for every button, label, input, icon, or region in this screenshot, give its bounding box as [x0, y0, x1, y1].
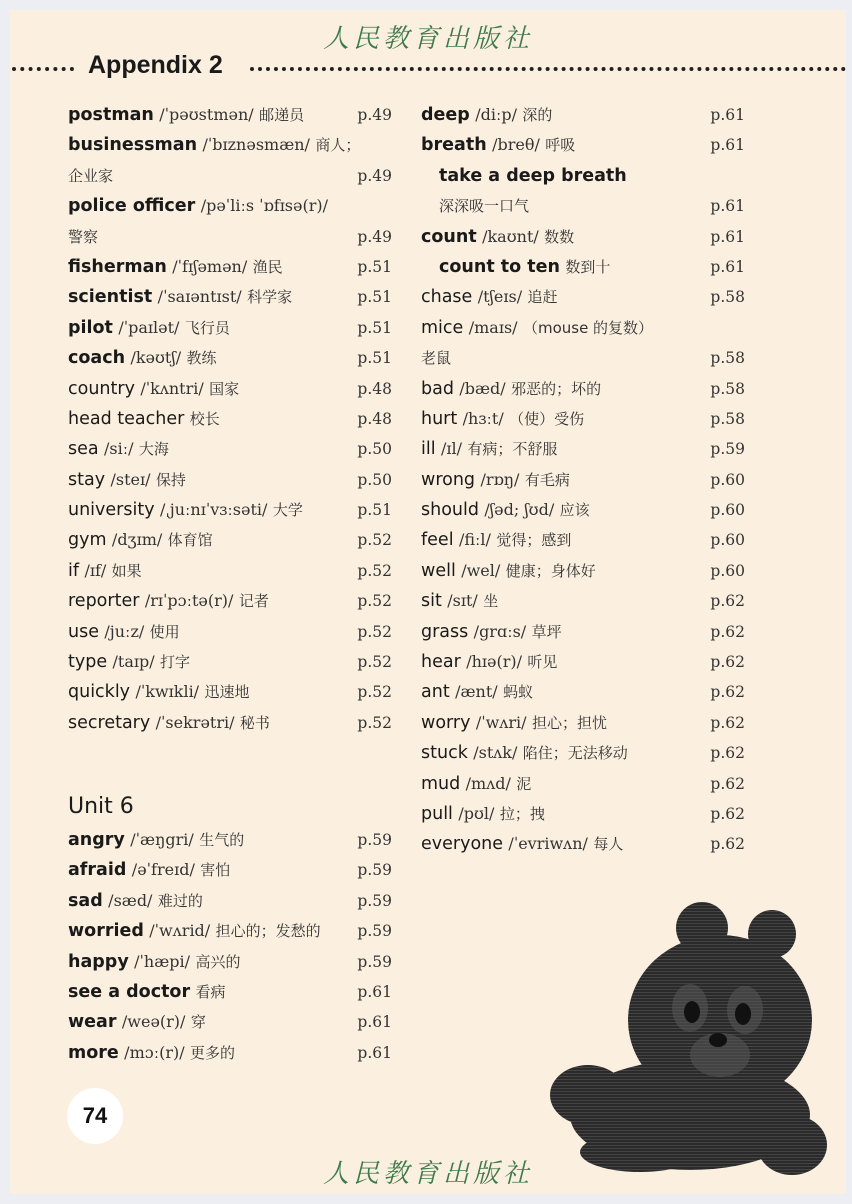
vocab-phonetic: /ɪl/	[441, 439, 463, 459]
dotted-rule-left	[12, 67, 74, 71]
vocab-meaning: 有毛病	[524, 470, 570, 489]
vocab-page-ref: p.59	[357, 922, 392, 941]
vocab-word: chase	[421, 287, 473, 308]
vocab-entry	[68, 100, 392, 130]
vocab-phonetic: /breθ/	[492, 135, 540, 155]
vocab-word: gym	[68, 530, 107, 551]
vocab-meaning: 使用	[149, 622, 180, 641]
vocab-page-ref: p.58	[710, 379, 745, 398]
vocab-phonetic: /fiːl/	[458, 530, 491, 550]
vocab-word: if	[68, 560, 80, 581]
textbook-page	[10, 10, 846, 1194]
vocab-entry	[68, 647, 392, 677]
vocab-word: police officer	[68, 196, 196, 217]
vocab-entry	[421, 313, 745, 343]
vocab-column-unit6	[68, 825, 392, 1068]
vocab-entry	[68, 495, 392, 525]
vocab-page-ref: p.61	[357, 982, 392, 1001]
vocab-word: fisherman	[68, 256, 167, 277]
vocab-phonetic: /ˈfɪʃəmən/	[172, 256, 248, 276]
vocab-phonetic: /əˈfreɪd/	[131, 860, 195, 880]
vocab-entry	[68, 886, 392, 916]
vocab-entry	[68, 161, 392, 191]
vocab-word: reporter	[68, 591, 140, 612]
vocab-page-ref: p.51	[357, 318, 392, 337]
vocab-word: deep	[421, 105, 470, 125]
vocab-word: sea	[68, 439, 99, 460]
vocab-entry	[68, 465, 392, 495]
vocab-word: quickly	[68, 682, 131, 703]
vocab-meaning: 如果	[111, 561, 142, 580]
vocab-entry	[68, 313, 392, 343]
vocab-entry	[421, 252, 745, 282]
vocab-word: worry	[421, 712, 471, 733]
vocab-entry	[68, 434, 392, 464]
mouse-illustration	[540, 890, 830, 1180]
vocab-entry	[68, 586, 392, 616]
vocab-phonetic: /ˈpəʊstmən/	[159, 105, 254, 124]
vocab-entry	[68, 252, 392, 282]
vocab-entry	[421, 222, 745, 252]
vocab-meaning: 泥	[516, 774, 532, 793]
vocab-phonetic: /ˈkwɪkli/	[135, 682, 200, 702]
vocab-entry	[421, 282, 745, 312]
vocab-meaning: 大学	[272, 501, 303, 520]
vocab-phonetic: /ɪf/	[84, 560, 107, 580]
vocab-entry	[68, 130, 392, 160]
vocab-meaning: 生气的	[199, 831, 245, 849]
vocab-phonetic: /rɒŋ/	[480, 469, 520, 489]
vocab-phonetic: /mʌd/	[465, 773, 511, 793]
vocab-meaning: 警察	[68, 227, 99, 246]
vocab-page-ref: p.52	[357, 653, 392, 672]
vocab-page-ref: p.50	[357, 440, 392, 459]
vocab-meaning: 陷住；无法移动	[522, 744, 628, 763]
vocab-entry	[421, 130, 745, 160]
vocab-page-ref: p.52	[357, 561, 392, 580]
vocab-word: count	[421, 226, 477, 247]
vocab-entry	[421, 586, 745, 616]
vocab-meaning: 蚂蚁	[503, 683, 534, 702]
vocab-meaning: 记者	[238, 592, 269, 611]
vocab-meaning: 企业家	[68, 166, 114, 185]
vocab-meaning: 应该	[559, 501, 590, 520]
vocab-entry	[421, 465, 745, 495]
vocab-phonetic: /grɑːs/	[473, 621, 527, 641]
vocab-word: more	[68, 1042, 119, 1063]
vocab-word: pilot	[68, 317, 113, 338]
vocab-meaning: 每人	[593, 835, 624, 854]
vocab-word: breath	[421, 135, 487, 156]
vocab-word: ant	[421, 682, 450, 703]
vocab-entry	[421, 799, 745, 829]
vocab-phonetic: /pʊl/	[458, 803, 495, 823]
vocab-entry	[421, 556, 745, 586]
vocab-word: country	[68, 378, 135, 399]
vocab-entry	[421, 495, 745, 525]
vocab-entry	[68, 1007, 392, 1037]
vocab-page-ref: p.52	[357, 622, 392, 641]
vocab-meaning: 体育馆	[167, 531, 213, 550]
vocab-phonetic: /tʃeɪs/	[477, 287, 523, 307]
vocab-word: ill	[421, 439, 436, 460]
vocab-entry	[68, 977, 392, 1007]
vocab-entry	[68, 617, 392, 647]
vocab-page-ref: p.60	[710, 531, 745, 550]
vocab-meaning: 呼吸	[545, 136, 576, 155]
vocab-page-ref: p.51	[357, 349, 392, 368]
vocab-entry	[68, 855, 392, 885]
vocab-phonetic: /ˈkʌntri/	[140, 378, 204, 398]
vocab-meaning: 更多的	[190, 1043, 236, 1062]
vocab-word: coach	[68, 348, 126, 369]
vocab-meaning: 健康；身体好	[505, 561, 596, 580]
vocab-meaning: 坐	[483, 592, 499, 611]
vocab-meaning: 迅速地	[204, 683, 250, 702]
vocab-meaning: 穿	[190, 1013, 206, 1032]
vocab-entry	[421, 374, 745, 404]
vocab-page-ref: p.59	[357, 952, 392, 971]
vocab-meaning: 深深吸一口气	[439, 197, 530, 216]
vocab-entry	[68, 677, 392, 707]
vocab-word: businessman	[68, 135, 198, 156]
vocab-meaning: 邮递员	[259, 106, 305, 124]
vocab-page-ref: p.61	[357, 1043, 392, 1062]
vocab-phonetic: /diːp/	[475, 105, 517, 124]
vocab-page-ref: p.51	[357, 501, 392, 520]
vocab-phonetic: /ænt/	[455, 682, 498, 702]
vocab-phonetic: /maɪs/	[468, 317, 518, 337]
vocab-phonetic: /sɪt/	[447, 591, 478, 611]
vocab-entry	[421, 647, 745, 677]
vocab-meaning: 数数	[544, 227, 575, 246]
vocab-phonetic: /ˈevriwʌn/	[508, 834, 588, 854]
vocab-phonetic: /ˈwʌrid/	[149, 921, 211, 941]
vocab-page-ref: p.61	[357, 1013, 392, 1032]
vocab-meaning: 追赶	[527, 288, 558, 307]
vocab-word: stuck	[421, 743, 468, 764]
vocab-meaning: 觉得；感到	[496, 531, 572, 550]
vocab-phonetic: /sæd/	[108, 890, 153, 910]
vocab-page-ref: p.61	[710, 257, 745, 276]
vocab-meaning: 校长	[189, 409, 220, 428]
vocab-page-ref: p.51	[357, 257, 392, 276]
vocab-page-ref: p.60	[710, 470, 745, 489]
vocab-page-ref: p.62	[710, 713, 745, 732]
vocab-word: use	[68, 621, 99, 642]
vocab-phonetic: /rɪˈpɔːtə(r)/	[144, 591, 234, 611]
vocab-entry	[68, 222, 392, 252]
vocab-phonetic: /pəˈliːs ˈɒfɪsə(r)/	[200, 196, 329, 216]
vocab-page-ref: p.58	[710, 288, 745, 307]
vocab-entry	[68, 825, 392, 855]
vocab-phonetic: /wel/	[461, 560, 501, 580]
vocab-meaning: 飞行员	[184, 318, 230, 337]
vocab-meaning: 数到十	[565, 257, 611, 276]
vocab-page-ref: p.62	[710, 804, 745, 823]
vocab-word: head teacher	[68, 408, 185, 429]
vocab-word: see a doctor	[68, 981, 191, 1002]
dotted-rule-right	[250, 67, 846, 71]
vocab-word: hear	[421, 652, 461, 673]
vocab-page-ref: p.59	[357, 831, 392, 849]
vocab-word: mice	[421, 317, 464, 338]
vocab-phonetic: /hɜːt/	[462, 408, 504, 428]
vocab-phonetic: /ˈwʌri/	[475, 712, 527, 732]
vocab-meaning: 邪恶的；坏的	[511, 379, 602, 398]
vocab-entry	[68, 1038, 392, 1068]
vocab-word: bad	[421, 378, 454, 399]
vocab-phonetic: /stʌk/	[473, 743, 518, 763]
vocab-phonetic: /steɪ/	[110, 469, 151, 489]
vocab-meaning: 科学家	[247, 288, 293, 307]
vocab-page-ref: p.49	[357, 227, 392, 246]
vocab-page-ref: p.62	[710, 622, 745, 641]
vocab-entry	[68, 191, 392, 221]
vocab-page-ref: p.60	[710, 501, 745, 520]
vocab-word: worried	[68, 921, 144, 942]
vocab-word: should	[421, 500, 479, 521]
vocab-page-ref: p.50	[357, 470, 392, 489]
vocab-page-ref: p.52	[357, 531, 392, 550]
vocab-entry	[421, 829, 745, 859]
vocab-word: hurt	[421, 408, 458, 429]
vocab-word: sad	[68, 890, 103, 911]
vocab-word: wrong	[421, 469, 476, 490]
vocab-meaning: 高兴的	[195, 952, 241, 971]
vocab-page-ref: p.48	[357, 379, 392, 398]
vocab-entry	[421, 100, 745, 130]
vocab-page-ref: p.61	[710, 106, 745, 124]
vocab-meaning: （mouse 的复数）	[522, 318, 654, 337]
vocab-column-left	[68, 100, 392, 738]
vocab-phonetic: /siː/	[104, 439, 134, 459]
vocab-word: happy	[68, 951, 129, 972]
appendix-header	[10, 51, 846, 85]
vocab-entry	[68, 374, 392, 404]
vocab-page-ref: p.62	[710, 744, 745, 763]
vocab-entry	[421, 343, 745, 373]
vocab-meaning: 打字	[160, 653, 191, 672]
vocab-page-ref: p.51	[357, 288, 392, 307]
vocab-meaning: 有病；不舒服	[467, 440, 558, 459]
vocab-meaning: 教练	[186, 349, 217, 368]
page-number: 74	[67, 1088, 123, 1144]
vocab-word: take a deep breath	[439, 165, 627, 186]
vocab-word: stay	[68, 469, 106, 490]
vocab-entry	[421, 617, 745, 647]
vocab-word: afraid	[68, 860, 127, 881]
vocab-word: secretary	[68, 712, 151, 733]
vocab-page-ref: p.52	[357, 592, 392, 611]
vocab-word: angry	[68, 830, 125, 850]
vocab-word: wear	[68, 1012, 117, 1033]
vocab-column-right	[421, 100, 745, 860]
vocab-word: count to ten	[439, 256, 560, 277]
vocab-word: postman	[68, 105, 154, 125]
vocab-phonetic: /bæd/	[459, 378, 506, 398]
vocab-phonetic: /ˈbɪznəsmæn/	[202, 135, 310, 155]
vocab-meaning: 看病	[195, 982, 226, 1001]
vocab-meaning: 担心；担忧	[531, 713, 607, 732]
vocab-entry	[68, 916, 392, 946]
vocab-meaning: （使）受伤	[509, 409, 585, 428]
vocab-entry	[68, 343, 392, 373]
vocab-entry	[421, 191, 745, 221]
vocab-meaning: 秘书	[239, 713, 270, 732]
vocab-meaning: 深的	[522, 106, 553, 124]
vocab-word: grass	[421, 621, 469, 642]
vocab-page-ref: p.62	[710, 683, 745, 702]
vocab-page-ref: p.58	[710, 349, 745, 368]
vocab-word: everyone	[421, 834, 504, 855]
vocab-phonetic: /weə(r)/	[121, 1012, 186, 1032]
vocab-meaning: 商人；	[315, 136, 361, 155]
vocab-page-ref: p.58	[710, 409, 745, 428]
vocab-phonetic: /ˈæŋgri/	[130, 830, 194, 849]
vocab-phonetic: /hɪə(r)/	[466, 652, 522, 672]
vocab-page-ref: p.52	[357, 683, 392, 702]
vocab-entry	[421, 434, 745, 464]
vocab-page-ref: p.49	[357, 106, 392, 124]
vocab-phonetic: /ʃəd; ʃʊd/	[484, 500, 555, 520]
vocab-word: mud	[421, 773, 461, 794]
vocab-word: well	[421, 560, 456, 581]
vocab-meaning: 害怕	[200, 861, 231, 880]
vocab-meaning: 听见	[527, 653, 558, 672]
vocab-meaning: 难过的	[157, 891, 203, 910]
publisher-logo-top: 人民教育出版社	[322, 24, 533, 54]
vocab-entry	[421, 769, 745, 799]
vocab-entry	[421, 525, 745, 555]
vocab-word: type	[68, 652, 108, 673]
appendix-title: Appendix 2	[88, 51, 223, 79]
vocab-word: university	[68, 500, 155, 521]
vocab-page-ref: p.52	[357, 713, 392, 732]
vocab-phonetic: /ˌjuːnɪˈvɜːsəti/	[159, 500, 268, 520]
vocab-meaning: 渔民	[252, 257, 283, 276]
vocab-phonetic: /taɪp/	[112, 652, 155, 672]
vocab-page-ref: p.62	[710, 774, 745, 793]
vocab-page-ref: p.59	[710, 440, 745, 459]
vocab-page-ref: p.48	[357, 409, 392, 428]
vocab-phonetic: /ˈhæpi/	[134, 951, 191, 971]
publisher-logo-bottom: 人民教育出版社	[322, 1159, 533, 1189]
vocab-word: feel	[421, 530, 454, 551]
vocab-entry	[421, 677, 745, 707]
vocab-word: scientist	[68, 287, 153, 308]
vocab-meaning: 担心的；发愁的	[215, 922, 321, 941]
vocab-entry	[421, 708, 745, 738]
vocab-entry	[68, 282, 392, 312]
vocab-page-ref: p.60	[710, 561, 745, 580]
vocab-meaning: 草坪	[531, 622, 562, 641]
vocab-phonetic: /kəʊtʃ/	[130, 348, 182, 368]
vocab-meaning: 老鼠	[421, 349, 452, 368]
vocab-entry	[68, 525, 392, 555]
vocab-meaning: 国家	[209, 379, 240, 398]
vocab-page-ref: p.61	[710, 227, 745, 246]
vocab-entry	[68, 708, 392, 738]
vocab-page-ref: p.62	[710, 653, 745, 672]
vocab-meaning: 大海	[138, 440, 169, 459]
vocab-page-ref: p.49	[357, 166, 392, 185]
vocab-page-ref: p.61	[710, 136, 745, 155]
vocab-phonetic: /kaʊnt/	[482, 226, 539, 246]
vocab-phonetic: /dʒɪm/	[111, 530, 163, 550]
vocab-page-ref: p.62	[710, 592, 745, 611]
vocab-entry	[421, 404, 745, 434]
vocab-word: sit	[421, 591, 442, 612]
vocab-entry	[421, 161, 745, 191]
vocab-meaning: 拉；拽	[499, 804, 545, 823]
vocab-phonetic: /ˈsaɪəntɪst/	[157, 287, 242, 307]
vocab-phonetic: /juːz/	[104, 621, 145, 641]
vocab-page-ref: p.61	[710, 197, 745, 216]
vocab-page-ref: p.59	[357, 861, 392, 880]
vocab-phonetic: /ˈsekrətri/	[155, 712, 235, 732]
vocab-page-ref: p.62	[710, 835, 745, 854]
vocab-entry	[68, 404, 392, 434]
vocab-page-ref: p.59	[357, 891, 392, 910]
vocab-phonetic: /ˈpaɪlət/	[118, 317, 180, 337]
vocab-word: pull	[421, 803, 453, 824]
vocab-entry	[68, 556, 392, 586]
vocab-entry	[421, 738, 745, 768]
vocab-meaning: 保持	[155, 470, 186, 489]
vocab-phonetic: /mɔː(r)/	[124, 1042, 185, 1062]
vocab-entry	[68, 947, 392, 977]
unit-heading: Unit 6	[68, 794, 134, 819]
